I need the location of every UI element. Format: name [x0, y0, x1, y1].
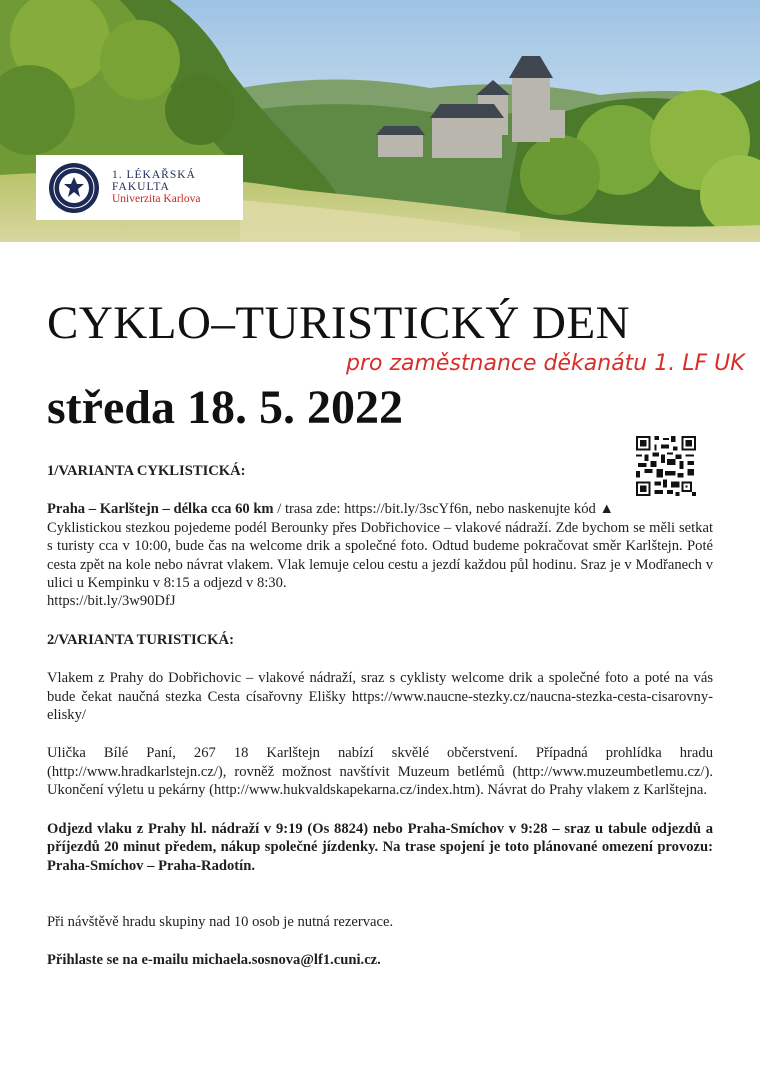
variant-1-link[interactable]: https://bit.ly/3w90DfJ — [47, 593, 176, 610]
variant-1-text: Cyklistickou stezkou pojedeme podél Berounky přes Dobřichovice – vlakové nádraží. Zde bychom se měli setkat s turisty cca v 10:00, bude čas na welcome drik a společné foto. Odtud budeme pokračovat směr Karlštejn. Poté cesta zpět na kole nebo návrat vlakem. Vlak lemuje celou cestu a jezdí každou půl hodinu. Sraz je v Modřanech v ulici u Kempinku v 8:15 a odjezd v 8:30. — [47, 519, 713, 592]
logo-line-1: 1. LÉKAŘSKÁ — [112, 169, 196, 181]
info-text: Ulička Bílé Paní, 267 18 Karlštejn nabízí skvělé občerstvení. Případná prohlídka hradu (http://www.hradkarlstejn.cz/), rovněž možnost navštívit Muzeum betlémů (http://www.muzeumbetlemu.cz/). Ukončení výletu u pekárny (http://www.hukvaldskapekarna.cz/index.htm). Návrat do Prahy vlakem z Karlštejna. — [47, 745, 713, 799]
page-title: CYKLO–TURISTICKÝ DEN — [47, 297, 631, 349]
logo-line-3: Univerzita Karlova — [112, 193, 201, 205]
route-link-text: / trasa zde: https://bit.ly/3scYf6n, nebo naskenujte kód ▲ — [273, 501, 614, 518]
train-info: Odjezd vlaku z Prahy hl. nádraží v 9:19 (Os 8824) nebo Praha-Smíchov v 9:28 – sraz u tabule odjezdů a příjezdů 20 minut předem, nákup společné jízdenky. Na trase spojení je toto plánované omezení provozu: Praha-Smíchov – Praha-Radotín. — [47, 820, 713, 874]
variant-2-heading: 2/VARIANTA TURISTICKÁ: — [47, 631, 234, 648]
contact-line: Přihlaste se na e-mailu michaela.sosnova@lf1.cuni.cz. — [47, 952, 381, 969]
logo-line-2: FAKULTA — [112, 181, 170, 193]
variant-1-route — [47, 500, 713, 518]
subtitle: pro zaměstnance děkanátu 1. LF UK — [346, 351, 745, 376]
reservation-note: Při návštěvě hradu skupiny nad 10 osob je nutná rezervace. — [47, 913, 394, 930]
variant-2-text: Vlakem z Prahy do Dobřichovic – vlakové nádraží, sraz s cyklisty welcome drik a společné foto a poté na vás bude čekat naučná stezka Cesta císařovny Elišky https://www.naucne-stezky.cz/naucna-stezka-cesta-cisarovny-elisky/ — [47, 670, 713, 724]
faculty-logo — [36, 155, 243, 220]
variant-1-heading: 1/VARIANTA CYKLISTICKÁ: — [47, 463, 246, 479]
hero-photo — [0, 0, 760, 242]
faculty-seal-icon — [48, 162, 100, 214]
document-body — [47, 462, 713, 970]
event-date: středa 18. 5. 2022 — [47, 381, 403, 434]
route-summary: Praha – Karlštejn – délka cca 60 km — [47, 501, 274, 518]
